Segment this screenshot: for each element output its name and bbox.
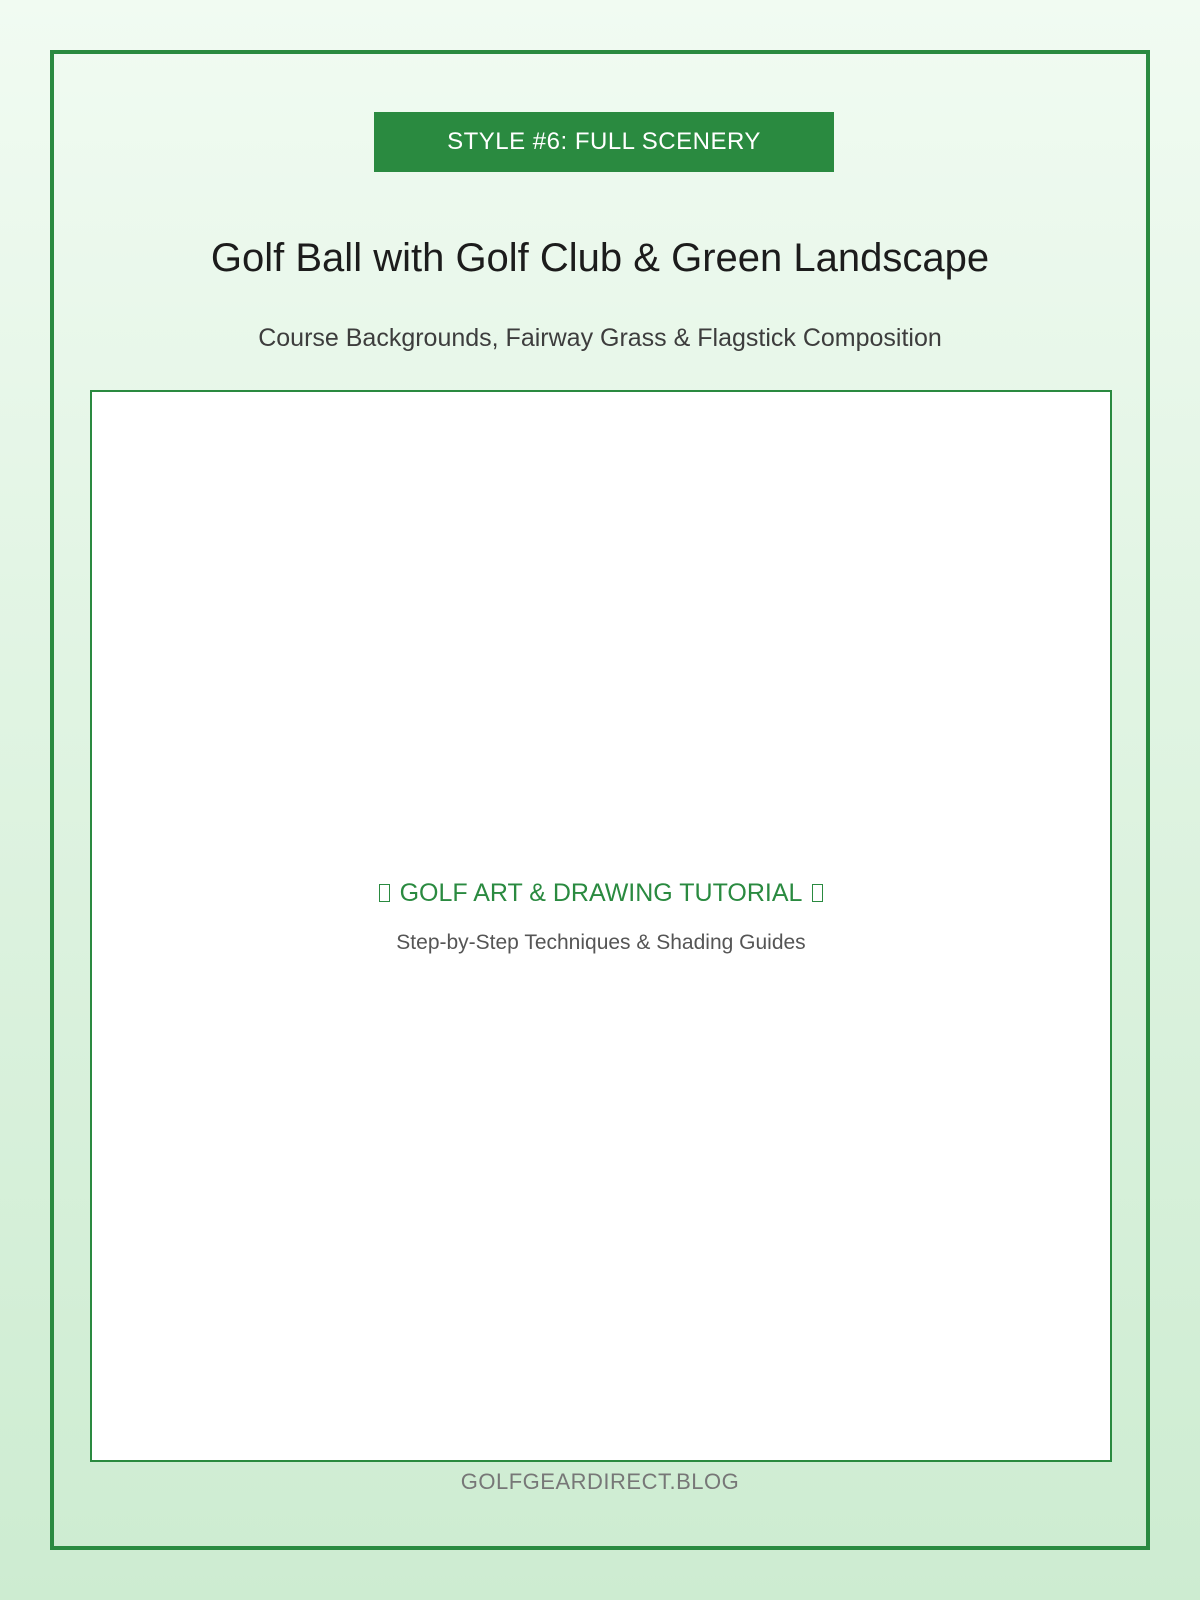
missing-glyph-icon bbox=[812, 884, 823, 902]
page-title: Golf Ball with Golf Club & Green Landscape bbox=[210, 236, 990, 280]
page-subtitle: Course Backgrounds, Fairway Grass & Flagstick Composition bbox=[258, 324, 942, 352]
art-heading bbox=[92, 878, 1110, 908]
missing-glyph-icon bbox=[379, 884, 390, 902]
art-panel bbox=[90, 390, 1112, 1462]
style-badge-label: STYLE #6: FULL SCENERY bbox=[447, 128, 761, 155]
art-heading-text: GOLF ART & DRAWING TUTORIAL bbox=[399, 879, 803, 907]
page-frame bbox=[50, 50, 1150, 1550]
footer-site-link[interactable]: GOLFGEARDIRECT.BLOG bbox=[460, 1469, 740, 1494]
art-subheading: Step-by-Step Techniques & Shading Guides bbox=[396, 931, 806, 954]
style-badge bbox=[374, 112, 834, 172]
